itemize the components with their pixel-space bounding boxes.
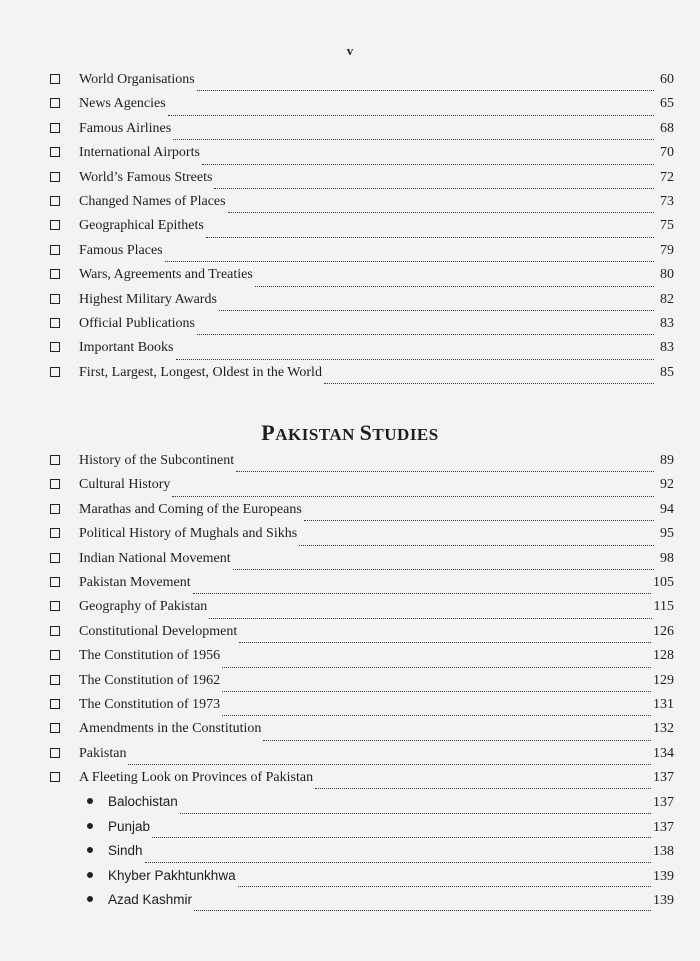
toc-sub-entry: [50, 794, 674, 818]
entry-title: Pakistan: [79, 745, 127, 761]
entry-page-number: 132: [653, 721, 674, 737]
checkbox-square-icon: [50, 504, 60, 514]
entry-page-number: 65: [660, 96, 674, 112]
toc-entry: [50, 292, 674, 316]
toc-entry: [50, 121, 674, 145]
entry-page-number: 129: [653, 672, 674, 688]
entry-title: Geographical Epithets: [79, 218, 204, 234]
checkbox-square-icon: [50, 342, 60, 352]
checkbox-square-icon: [50, 318, 60, 328]
dot-leader: [324, 383, 654, 384]
bullet-dot-icon: [87, 896, 93, 902]
entry-page-number: 115: [653, 599, 674, 615]
entry-page-number: 68: [660, 120, 674, 136]
entry-page-number: 80: [660, 267, 674, 283]
entry-title: Political History of Mughals and Sikhs: [79, 526, 298, 542]
section-heading: [0, 420, 700, 446]
heading-cap-p: P: [261, 420, 276, 445]
entry-title: Indian National Movement: [79, 550, 231, 566]
dot-leader: [233, 569, 654, 570]
checkbox-square-icon: [50, 245, 60, 255]
dot-leader: [168, 115, 654, 116]
entry-title: Geography of Pakistan: [79, 599, 208, 615]
entry-page-number: 83: [660, 340, 674, 356]
bullet-dot-icon: [87, 872, 93, 878]
checkbox-square-icon: [50, 123, 60, 133]
dot-leader: [236, 471, 654, 472]
toc-entry: [50, 526, 674, 550]
toc-entry: [50, 673, 674, 697]
entry-page-number: 134: [653, 745, 674, 761]
entry-page-number: 139: [653, 868, 674, 884]
checkbox-square-icon: [50, 528, 60, 538]
dot-leader: [145, 862, 651, 863]
heading-cap-s: S: [359, 420, 373, 445]
dot-leader: [193, 593, 651, 594]
toc-sub-entry: [50, 843, 674, 867]
toc-entry: [50, 194, 674, 218]
entry-page-number: 137: [653, 819, 674, 835]
checkbox-square-icon: [50, 172, 60, 182]
entry-page-number: 72: [660, 169, 674, 185]
entry-title: Khyber Pakhtunkhwa: [108, 867, 236, 883]
toc-entry: [50, 170, 674, 194]
entry-page-number: 137: [653, 770, 674, 786]
toc-entry: [50, 218, 674, 242]
toc-entry: [50, 316, 674, 340]
entry-page-number: 131: [653, 696, 674, 712]
page-number: v: [346, 43, 354, 58]
checkbox-square-icon: [50, 772, 60, 782]
entry-page-number: 105: [653, 574, 674, 590]
dot-leader: [202, 164, 654, 165]
dot-leader: [239, 642, 651, 643]
toc-entry: [50, 551, 674, 575]
checkbox-square-icon: [50, 367, 60, 377]
entry-page-number: 73: [660, 193, 674, 209]
entry-page-number: 98: [660, 550, 674, 566]
entry-title: World Organisations: [79, 72, 195, 87]
toc-entry: [50, 365, 674, 389]
checkbox-square-icon: [50, 455, 60, 465]
toc-entry: [50, 721, 674, 745]
dot-leader: [209, 618, 651, 619]
dot-leader: [165, 261, 654, 262]
dot-leader: [214, 188, 654, 189]
toc-entry: [50, 502, 674, 526]
dot-leader: [315, 788, 651, 789]
entry-title: A Fleeting Look on Provinces of Pakistan: [79, 770, 314, 786]
entry-page-number: 75: [660, 218, 674, 234]
entry-page-number: 95: [660, 526, 674, 542]
dot-leader: [206, 237, 654, 238]
checkbox-square-icon: [50, 74, 60, 84]
entry-title: Cultural History: [79, 477, 171, 493]
toc-sub-entry: [50, 892, 674, 916]
dot-leader: [299, 545, 654, 546]
toc-entry: [50, 624, 674, 648]
entry-title: First, Largest, Longest, Oldest in the World: [79, 364, 322, 380]
heading-rest-2: TUDIES: [372, 425, 439, 444]
entry-page-number: 126: [653, 623, 674, 639]
checkbox-square-icon: [50, 675, 60, 685]
dot-leader: [222, 691, 651, 692]
dot-leader: [255, 286, 654, 287]
toc-section-pakistan-studies: [50, 453, 674, 916]
entry-page-number: 85: [660, 364, 674, 380]
entry-title: Official Publications: [79, 315, 195, 331]
entry-page-number: 60: [660, 72, 674, 87]
dot-leader: [304, 520, 654, 521]
dot-leader: [197, 90, 654, 91]
toc-entry: [50, 96, 674, 120]
entry-title: Famous Airlines: [79, 120, 172, 136]
entry-page-number: 138: [653, 844, 674, 860]
entry-page-number: 89: [660, 453, 674, 468]
dot-leader: [128, 764, 651, 765]
dot-leader: [172, 496, 654, 497]
toc-entry: [50, 340, 674, 364]
toc-section-general: [50, 72, 674, 389]
toc-entry: [50, 770, 674, 794]
entry-title: Changed Names of Places: [79, 193, 226, 209]
checkbox-square-icon: [50, 650, 60, 660]
toc-entry: [50, 243, 674, 267]
toc-entry: [50, 453, 674, 477]
entry-title: The Constitution of 1962: [79, 672, 221, 688]
entry-title: Pakistan Movement: [79, 574, 191, 590]
checkbox-square-icon: [50, 553, 60, 563]
entry-title: Punjab: [108, 818, 151, 834]
entry-title: Amendments in the Constitution: [79, 721, 262, 737]
checkbox-square-icon: [50, 626, 60, 636]
entry-title: International Airports: [79, 145, 200, 161]
entry-page-number: 83: [660, 315, 674, 331]
entry-title: History of the Subcontinent: [79, 453, 235, 468]
dot-leader: [222, 715, 651, 716]
dot-leader: [219, 310, 654, 311]
entry-title: The Constitution of 1956: [79, 648, 221, 664]
checkbox-square-icon: [50, 601, 60, 611]
toc-entry: [50, 746, 674, 770]
entry-title: Sindh: [108, 843, 143, 859]
heading-rest-1: AKISTAN: [275, 425, 360, 444]
entry-page-number: 139: [653, 893, 674, 909]
toc-entry: [50, 267, 674, 291]
entry-title: The Constitution of 1973: [79, 696, 221, 712]
checkbox-square-icon: [50, 98, 60, 108]
entry-page-number: 137: [653, 795, 674, 811]
dot-leader: [152, 837, 651, 838]
toc-sub-entry: [50, 868, 674, 892]
entry-title: Important Books: [79, 340, 174, 356]
entry-title: World’s Famous Streets: [79, 169, 213, 185]
checkbox-square-icon: [50, 294, 60, 304]
toc-entry: [50, 575, 674, 599]
entry-title: Constitutional Development: [79, 623, 238, 639]
checkbox-square-icon: [50, 196, 60, 206]
checkbox-square-icon: [50, 699, 60, 709]
entry-title: Balochistan: [108, 794, 178, 810]
checkbox-square-icon: [50, 479, 60, 489]
dot-leader: [197, 334, 654, 335]
dot-leader: [238, 886, 651, 887]
checkbox-square-icon: [50, 147, 60, 157]
entry-page-number: 82: [660, 291, 674, 307]
entry-title: Famous Places: [79, 242, 163, 258]
toc-entry: [50, 145, 674, 169]
toc-sub-entry: [50, 819, 674, 843]
entry-title: News Agencies: [79, 96, 166, 112]
entry-title: Wars, Agreements and Treaties: [79, 267, 253, 283]
entry-page-number: 92: [660, 477, 674, 493]
checkbox-square-icon: [50, 220, 60, 230]
toc-entry: [50, 599, 674, 623]
dot-leader: [194, 910, 651, 911]
checkbox-square-icon: [50, 723, 60, 733]
dot-leader: [176, 359, 655, 360]
bullet-dot-icon: [87, 823, 93, 829]
entry-page-number: 79: [660, 242, 674, 258]
toc-entry: [50, 72, 674, 96]
checkbox-square-icon: [50, 269, 60, 279]
entry-title: Highest Military Awards: [79, 291, 217, 307]
entry-page-number: 94: [660, 501, 674, 517]
bullet-dot-icon: [87, 798, 93, 804]
dot-leader: [173, 139, 654, 140]
dot-leader: [228, 212, 654, 213]
entry-title: Marathas and Coming of the Europeans: [79, 501, 302, 517]
dot-leader: [180, 813, 651, 814]
checkbox-square-icon: [50, 748, 60, 758]
toc-entry: [50, 697, 674, 721]
toc-entry: [50, 477, 674, 501]
bullet-dot-icon: [87, 847, 93, 853]
dot-leader: [263, 740, 651, 741]
entry-page-number: 70: [660, 145, 674, 161]
toc-entry: [50, 648, 674, 672]
checkbox-square-icon: [50, 577, 60, 587]
entry-title: Azad Kashmir: [108, 892, 193, 908]
dot-leader: [222, 667, 651, 668]
entry-page-number: 128: [653, 648, 674, 664]
